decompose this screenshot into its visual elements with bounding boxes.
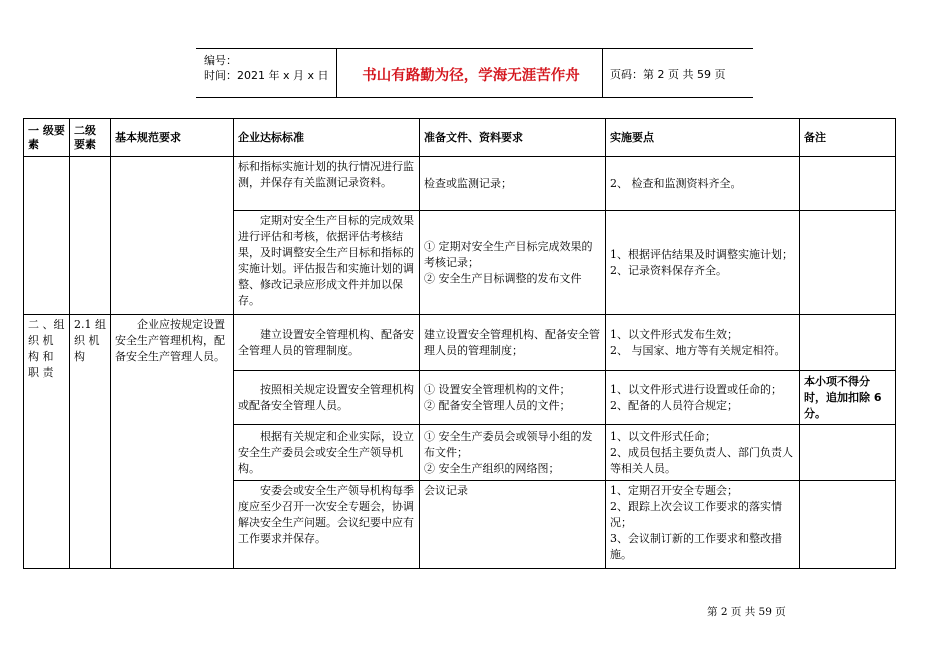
header-level1: 一 级要素 <box>24 119 70 157</box>
cell-points <box>606 211 800 315</box>
point-item: 1、定期召开安全专题会； <box>610 484 738 497</box>
point-item: 2、记录资料保存齐全。 <box>610 263 727 277</box>
number-label: 编号： <box>204 54 237 67</box>
cell-points: 2、 检查和监测资料齐全。 <box>606 157 800 211</box>
cell-docs: 会议记录 <box>420 481 606 569</box>
cell-basic: 企业应按规定设置安全生产管理机构，配备安全生产管理人员。 <box>111 315 234 569</box>
cell-basic <box>111 157 234 315</box>
cell-level2: 2.1 组 织 机构 <box>70 315 111 569</box>
cell-points <box>606 315 800 371</box>
point-item: 2、配备的人员符合规定； <box>610 398 738 412</box>
doc-item: ① 定期对安全生产目标完成效果的考核记录； <box>424 239 593 269</box>
time-label: 时间：2021 年 x 月 x 日 <box>204 69 329 82</box>
header-level2: 二级要素 <box>70 119 111 157</box>
cell-docs: 建立设置安全管理机构、配备安全管理人员的管理制度； <box>420 315 606 371</box>
header-notes: 备注 <box>800 119 896 157</box>
doc-item: ② 配备安全管理人员的文件； <box>424 398 571 412</box>
point-item: 1、根据评估结果及时调整实施计划； <box>610 247 793 261</box>
header-divider <box>336 49 337 97</box>
page-footer: 第 2 页 共 59 页 <box>707 606 786 618</box>
point-item: 3、会议制订新的工作要求和整改措施。 <box>610 532 782 561</box>
cell-notes <box>800 315 896 371</box>
cell-docs <box>420 425 606 481</box>
cell-notes <box>800 157 896 211</box>
cell-docs <box>420 211 606 315</box>
doc-item: ① 设置安全管理机构的文件； <box>424 382 571 396</box>
cell-docs: 检查或监测记录； <box>420 157 606 211</box>
cell-level2 <box>70 157 111 315</box>
cell-notes <box>800 211 896 315</box>
header-meta <box>204 53 329 83</box>
doc-item: ② 安全生产目标调整的发布文件 <box>424 271 582 285</box>
point-item: 2、成员包括主要负责人、部门负责人等相关人员。 <box>610 445 793 475</box>
header-points: 实施要点 <box>606 119 800 157</box>
cell-standard: 安委会或安全生产领导机构每季度应至少召开一次安全专题会，协调解决安全生产问题。会议纪要中应有工作要求并保存。 <box>234 481 420 569</box>
page-info: 页码：第 2 页 共 59 页 <box>610 68 726 81</box>
header-docs: 准备文件、资料要求 <box>420 119 606 157</box>
cell-standard: 定期对安全生产目标的完成效果进行评估和考核，依据评估考核结果，及时调整安全生产目标和指标的实施计划。评估报告和实施计划的调整、修改记录应形成文件并加以保存。 <box>234 211 420 315</box>
point-item: 1、以文件形式进行设置或任命的； <box>610 382 782 396</box>
cell-notes: 本小项不得分时，追加扣除 6 分。 <box>800 371 896 425</box>
cell-standard: 建立设置安全管理机构、配备安全管理人员的管理制度。 <box>234 315 420 371</box>
motto: 书山有路勤为径，学海无涯苦作舟 <box>362 67 580 84</box>
table-header-row <box>24 119 896 157</box>
cell-points <box>606 425 800 481</box>
table-row <box>24 315 896 371</box>
point-item: 2、 与国家、地方等有关规定相符。 <box>610 343 786 357</box>
cell-points <box>606 481 800 569</box>
header-basic: 基本规范要求 <box>111 119 234 157</box>
cell-standard: 标和指标实施计划的执行情况进行监测，并保存有关监测记录资料。 <box>234 157 420 211</box>
cell-docs <box>420 371 606 425</box>
point-item: 1、以文件形式发布生效； <box>610 327 738 341</box>
doc-item: ② 安全生产组织的网络图； <box>424 461 560 475</box>
cell-standard: 根据有关规定和企业实际，设立安全生产委员会或安全生产领导机构。 <box>234 425 420 481</box>
cell-notes <box>800 425 896 481</box>
cell-standard: 按照相关规定设置安全管理机构或配备安全管理人员。 <box>234 371 420 425</box>
cell-notes <box>800 481 896 569</box>
header-divider <box>602 49 603 97</box>
standards-table <box>23 118 896 569</box>
point-item: 2、跟踪上次会议工作要求的落实情况； <box>610 500 782 529</box>
table-row <box>24 157 896 211</box>
cell-level1 <box>24 157 70 315</box>
cell-level1: 二 、组 织 机 构 和 职 责 <box>24 315 70 569</box>
header-standard: 企业达标标准 <box>234 119 420 157</box>
doc-item: ① 安全生产委员会或领导小组的发布文件； <box>424 429 593 459</box>
page-header <box>196 48 753 98</box>
point-item: 1、以文件形式任命； <box>610 429 716 443</box>
cell-points <box>606 371 800 425</box>
